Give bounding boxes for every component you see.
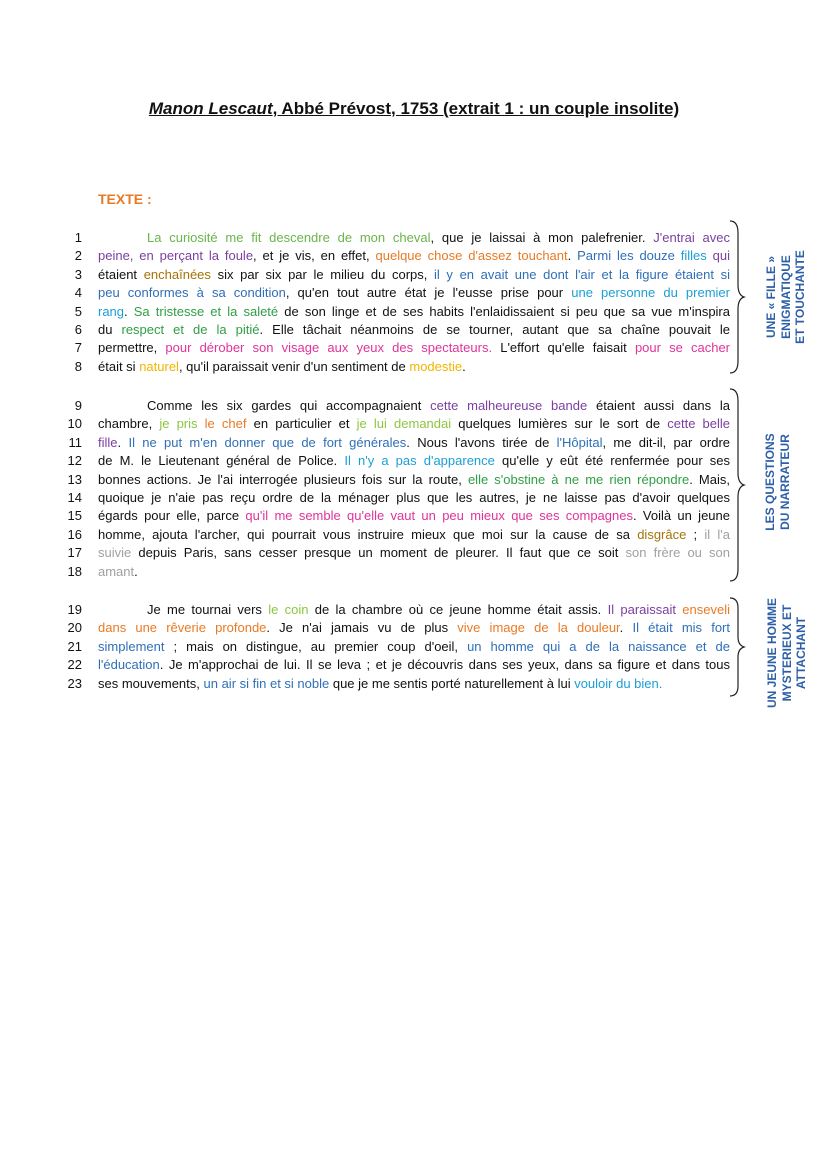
text-segment: J'entrai avec	[653, 230, 731, 245]
text-segment: . Je n'ai jamais vu de plus	[266, 620, 458, 636]
line-text	[98, 544, 730, 562]
text-line	[60, 397, 740, 415]
texte-label: TEXTE :	[98, 191, 152, 207]
text-line	[60, 415, 740, 433]
line-text	[98, 563, 730, 581]
text-segment: dans une rêverie profonde	[98, 620, 267, 636]
line-number: 21	[67, 638, 82, 654]
text-segment: Il paraissait	[607, 602, 676, 617]
text-line	[60, 303, 740, 321]
text-segment: qui	[712, 248, 730, 264]
text-segment: bonnes actions. Je l'ai interrogée plusieurs fois sur la route,	[98, 471, 468, 487]
text-segment: enchaînées	[143, 266, 211, 282]
text-segment: pour dérober son visage aux yeux des spectateurs.	[165, 340, 493, 356]
line-number: 11	[68, 434, 82, 450]
line-text	[98, 675, 730, 693]
line-text	[98, 284, 730, 302]
document-title	[0, 99, 828, 119]
title-rest: , Abbé Prévost, 1753 (extrait 1 : un couple insolite)	[272, 99, 680, 118]
line-number: 1	[74, 230, 82, 245]
brace-3	[728, 596, 746, 698]
text-segment: que je me sentis porté naturellement à lui	[329, 675, 575, 691]
text-segment: .	[462, 358, 466, 374]
text-segment: quelques lumières sur le sort de	[451, 416, 668, 432]
text-segment: le coin	[268, 602, 309, 617]
text-line	[60, 638, 740, 656]
line-text	[98, 415, 730, 433]
sidebar-3-line-3: ATTACHANT	[794, 616, 808, 690]
text-segment: , me dit-il, par ordre	[602, 434, 730, 450]
paragraph-2	[60, 397, 740, 581]
text-segment: La curiosité me fit descendre de mon cheval	[147, 230, 431, 245]
text-segment: étaient	[98, 266, 144, 282]
text-line	[60, 229, 740, 247]
text-segment: homme, ajouta l'archer, qui pourrait vous instruire mieux que moi sur la cause de sa	[98, 526, 638, 542]
line-number: 18	[67, 563, 82, 579]
text-segment: .	[619, 620, 633, 636]
sidebar-1-line-3: ET TOUCHANTE	[793, 250, 807, 344]
line-number: 2	[74, 248, 82, 264]
text-segment: peu conformes à sa condition	[98, 285, 286, 301]
text-segment: qu'il me semble qu'elle vaut un peu mieux que ses compagnes	[245, 508, 633, 524]
sidebar-label-2	[763, 417, 795, 547]
text-segment: , qu'en tout autre état je l'eusse prise pour	[285, 285, 572, 301]
text-segment: je pris	[159, 416, 205, 432]
line-number: 16	[67, 526, 82, 542]
line-text	[98, 489, 730, 507]
text-segment: Il n'y a pas d'apparence	[344, 453, 495, 469]
text-segment: en particulier et	[246, 416, 357, 432]
line-text	[98, 638, 730, 656]
text-line	[60, 489, 740, 507]
text-segment: permettre,	[98, 340, 166, 356]
text-segment: le chef	[204, 416, 247, 432]
text-segment: fille	[98, 434, 118, 450]
text-line	[60, 619, 740, 637]
text-segment: égards pour elle, parce	[98, 508, 246, 524]
sidebar-label-3	[765, 588, 811, 718]
text-segment: suivie	[98, 545, 132, 561]
line-text	[98, 471, 730, 489]
line-number: 8	[74, 358, 82, 374]
sidebar-3-line-2: MYSTERIEUX ET	[779, 604, 794, 702]
line-number: 19	[67, 602, 82, 617]
text-segment: amant	[98, 563, 135, 579]
text-segment: .	[134, 563, 138, 579]
line-text	[98, 526, 730, 544]
text-segment: . Voilà un jeune	[632, 508, 730, 524]
text-segment: quelque chose d'assez touchant	[375, 248, 568, 264]
text-line	[60, 563, 740, 581]
line-number: 6	[74, 321, 82, 337]
text-line	[60, 675, 740, 693]
text-segment: Parmi les douze	[577, 248, 681, 264]
line-text	[98, 507, 730, 525]
text-segment: ;	[686, 526, 705, 542]
line-number: 14	[67, 489, 82, 505]
text-segment: qu'elle y eût été renfermée pour ses	[494, 453, 731, 469]
line-number: 10	[67, 416, 82, 432]
sidebar-1-line-2: ENIGMATIQUE	[778, 255, 793, 339]
text-line	[60, 284, 740, 302]
text-segment: l'Hôpital	[556, 434, 603, 450]
text-segment: Comme les six gardes qui accompagnaient	[147, 398, 431, 413]
text-segment: pour se cacher	[634, 340, 731, 356]
text-segment: six par six par le milieu du corps,	[210, 266, 435, 282]
text-line	[60, 266, 740, 284]
text-segment: je lui demandai	[356, 416, 452, 432]
text-segment: il l'a	[704, 526, 730, 542]
line-text	[147, 601, 730, 619]
text-segment: son frère ou son	[625, 545, 730, 561]
line-text	[98, 247, 730, 265]
text-segment: une personne du premier	[571, 285, 730, 301]
line-number: 17	[67, 545, 82, 561]
text-segment: cette belle	[667, 416, 731, 432]
text-segment: chambre,	[98, 416, 160, 432]
text-line	[60, 452, 740, 470]
line-text	[98, 656, 730, 674]
text-segment: , et je vis, en effet,	[253, 248, 376, 264]
text-line	[60, 601, 740, 619]
text-segment: ses mouvements,	[98, 675, 204, 691]
line-text	[98, 303, 730, 321]
line-text	[147, 229, 730, 247]
line-text	[98, 452, 730, 470]
line-text	[98, 358, 730, 376]
text-segment: un homme qui a de la naissance et de	[467, 638, 730, 654]
text-segment: était si	[98, 358, 140, 374]
text-segment: il y en avait une dont l'air et la figure étaient si	[434, 266, 731, 282]
sidebar-3-line-1: UN JEUNE HOMME	[765, 598, 779, 709]
text-segment: Il ne put m'en donner que de fort générales	[128, 434, 407, 450]
text-segment: de M. le Lieutenant général de Police.	[98, 453, 345, 469]
line-number: 13	[67, 471, 82, 487]
text-segment: cette malheureuse bande	[430, 398, 588, 413]
text-segment: L'effort qu'elle faisait	[492, 340, 635, 356]
text-line	[60, 544, 740, 562]
sidebar-2-line-1: LES QUESTIONS	[763, 433, 777, 531]
brace-2	[728, 387, 746, 583]
text-segment: Il était mis fort	[632, 620, 730, 636]
text-segment: peine, en perçant la foule	[98, 248, 254, 264]
title-work: Manon Lescaut	[148, 99, 273, 118]
text-segment: étaient aussi dans la	[587, 398, 730, 413]
line-text	[147, 397, 730, 415]
text-segment: elle s'obstine à ne me rien répondre	[467, 471, 690, 487]
text-segment: .	[124, 303, 134, 319]
line-number: 9	[74, 398, 82, 413]
text-segment: . Je m'approchai de lui. Il se leva ; et je découvris dans ses yeux, dans sa figure et dans tous	[159, 657, 730, 673]
text-segment: .	[117, 434, 129, 450]
text-segment: rang	[98, 303, 125, 319]
text-line	[60, 656, 740, 674]
brace-1	[728, 219, 746, 375]
line-number: 5	[74, 303, 82, 319]
line-number: 7	[74, 340, 82, 356]
text-segment: l'éducation	[98, 657, 160, 673]
line-text	[98, 339, 730, 357]
sidebar-1-line-1: UNE « FILLE »	[764, 256, 778, 339]
text-segment: respect et de la pitié	[121, 321, 260, 337]
text-segment: de son linge et de ses habits l'enlaidissaient si peu que sa vue m'inspira	[278, 303, 730, 319]
text-segment: depuis Paris, sans cesser presque un moment de pleurer. Il faut que ce soit	[131, 545, 626, 561]
text-segment: Sa tristesse et la saleté	[133, 303, 279, 319]
text-segment: . Mais,	[689, 471, 730, 487]
text-segment: un air si fin et si noble	[203, 675, 330, 691]
text-segment: , qu'il paraissait venir d'un sentiment de	[178, 358, 410, 374]
text-segment: , que je laissai à mon palefrenier.	[430, 230, 654, 245]
text-line	[60, 339, 740, 357]
text-line	[60, 471, 740, 489]
text-segment: du	[98, 321, 122, 337]
text-line	[60, 358, 740, 376]
text-line	[60, 507, 740, 525]
text-segment: modestie	[409, 358, 463, 374]
paragraph-3	[60, 601, 740, 693]
text-segment: Je me tournai vers	[147, 602, 269, 617]
line-number: 15	[67, 508, 82, 524]
text-segment: . Elle tâchait néanmoins de se tourner, autant que sa chaîne pouvait le	[259, 321, 730, 337]
paragraph-1	[60, 229, 740, 376]
text-segment: quoique je n'aie pas reçu ordre de la ménager plus que les autres, je ne laisse pas d'avoir quelques	[98, 489, 730, 505]
line-text	[98, 321, 730, 339]
text-line	[60, 247, 740, 265]
text-segment: simplement	[98, 638, 165, 654]
text-line	[60, 321, 740, 339]
text-segment: disgrâce	[637, 526, 687, 542]
line-number: 23	[67, 675, 82, 691]
line-text	[98, 434, 730, 452]
text-segment: vouloir du bien.	[574, 675, 663, 691]
text-segment: . Nous l'avons tirée de	[406, 434, 557, 450]
line-text	[98, 619, 730, 637]
line-number: 12	[67, 453, 82, 469]
line-number: 3	[74, 266, 82, 282]
sidebar-2-line-2: DU NARRATEUR	[777, 434, 792, 530]
text-segment: naturel	[139, 358, 179, 374]
line-number: 22	[67, 657, 82, 673]
line-text	[98, 266, 730, 284]
text-segment: de la chambre où ce jeune homme était assis.	[308, 602, 608, 617]
sidebar-label-1	[764, 222, 810, 372]
text-line	[60, 434, 740, 452]
text-line	[60, 526, 740, 544]
text-segment: filles	[680, 248, 707, 264]
text-segment: vive image de la douleur	[457, 620, 620, 636]
line-number: 4	[74, 285, 82, 301]
line-number: 20	[67, 620, 82, 636]
text-segment: enseveli	[682, 602, 730, 617]
text-segment: .	[567, 248, 578, 264]
text-segment: ; mais on distingue, au premier coup d'oeil,	[164, 638, 468, 654]
